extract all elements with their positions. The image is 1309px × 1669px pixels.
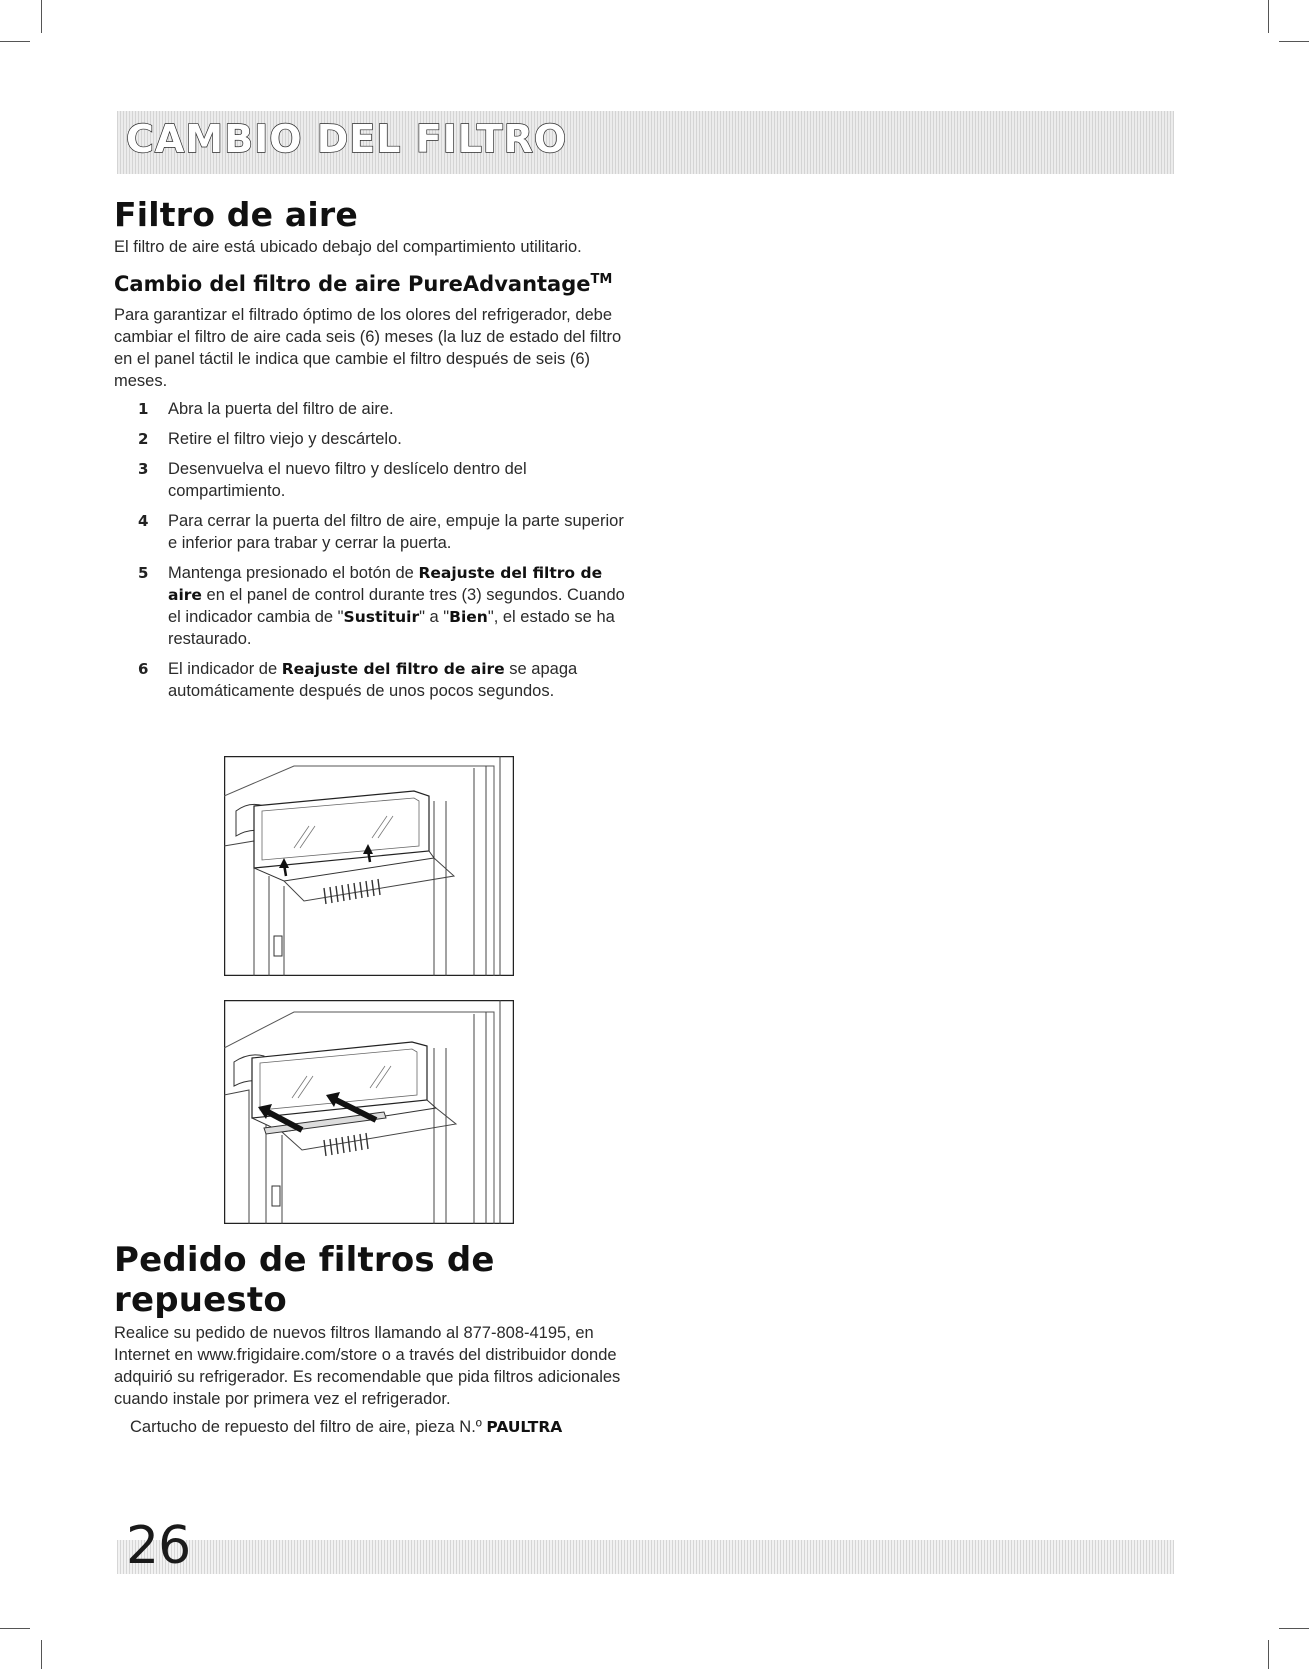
crop-mark — [1279, 41, 1309, 42]
step-item — [114, 398, 634, 420]
step-bold-term: Sustituir — [343, 608, 420, 626]
step-bold-term: Reajuste del filtro de aire — [168, 564, 603, 604]
replacement-text: Realice su pedido de nuevos filtros llamando al 877-808-4195, en Internet en www.frigidaire.com/store o a través del distribuidor donde adquirió su refrigerador. Es recomendable que pida filtros adicionales cuando instale por primera vez el refrigerador. — [114, 1324, 621, 1408]
section-title: Pedido de filtros de repuesto — [114, 1240, 495, 1320]
step-text-part: ", el estado se ha restaurado. — [168, 608, 615, 648]
crop-mark — [1279, 1628, 1309, 1629]
filter-illustration-open — [224, 756, 514, 976]
step-text — [168, 660, 577, 700]
step-bold-term: Reajuste del filtro de aire — [281, 660, 505, 678]
step-text: Retire el filtro viejo y descártelo. — [168, 430, 402, 448]
crop-mark — [41, 1640, 42, 1669]
step-item — [114, 428, 634, 450]
replacement-section — [114, 1240, 634, 1410]
part-label: Cartucho de repuesto del filtro de aire, pieza N.º — [130, 1418, 487, 1436]
step-item — [114, 510, 634, 554]
step-item — [114, 458, 634, 502]
footer-band — [117, 1540, 1174, 1574]
step-bold-term: Bien — [449, 608, 488, 626]
step-number: 4 — [138, 512, 149, 530]
step-number: 2 — [138, 430, 149, 448]
trademark-mark: TM — [590, 272, 613, 287]
section-title: Filtro de aire — [114, 195, 358, 234]
page-number: 26 — [126, 1516, 191, 1576]
filter-illustration-insert — [224, 1000, 514, 1224]
step-text: Para cerrar la puerta del filtro de aire, empuje la parte superior e inferior para trabar y cerrar la puerta. — [168, 512, 624, 552]
step-text-part: " a " — [419, 608, 450, 626]
step-number: 3 — [138, 460, 149, 478]
step-number: 6 — [138, 660, 149, 678]
description-text: Para garantizar el filtrado óptimo de los olores del refrigerador, debe cambiar el filtro de aire cada seis (6) meses (la luz de estado del filtro en el panel táctil le indica que cambie el filtro después de seis (6) meses. — [114, 306, 622, 390]
step-text: Abra la puerta del filtro de aire. — [168, 400, 394, 418]
step-number: 1 — [138, 400, 149, 418]
subsection-title-text: Cambio del filtro de aire PureAdvantage — [114, 272, 591, 296]
steps-list — [114, 398, 634, 702]
intro-text: El filtro de aire está ubicado debajo del compartimiento utilitario. — [114, 238, 582, 256]
step-text-part: se apaga automáticamente después de unos pocos segundos. — [168, 660, 578, 700]
crop-mark — [41, 0, 42, 33]
filter-drawing — [224, 756, 514, 976]
crop-mark — [0, 41, 30, 42]
step-text-part: en el panel de control durante tres (3) segundos. Cuando el indicador cambia de " — [168, 586, 625, 626]
subsection-title — [114, 272, 634, 296]
crop-mark — [1268, 0, 1269, 33]
part-number-line — [130, 1418, 562, 1437]
step-text — [168, 564, 625, 648]
crop-mark — [0, 1628, 30, 1629]
step-item — [114, 562, 634, 650]
step-text-part: El indicador de — [168, 660, 282, 678]
step-text: Desenvuelva el nuevo filtro y deslícelo dentro del compartimiento. — [168, 460, 527, 500]
step-number: 5 — [138, 564, 149, 582]
step-item — [114, 658, 634, 702]
header-title: CAMBIO DEL FILTRO — [126, 117, 568, 161]
step-text-part: Mantenga presionado el botón de — [168, 564, 419, 582]
crop-mark — [1268, 1640, 1269, 1669]
air-filter-section — [114, 195, 634, 710]
filter-drawing — [224, 1000, 514, 1224]
part-number: PAULTRA — [486, 1418, 563, 1436]
